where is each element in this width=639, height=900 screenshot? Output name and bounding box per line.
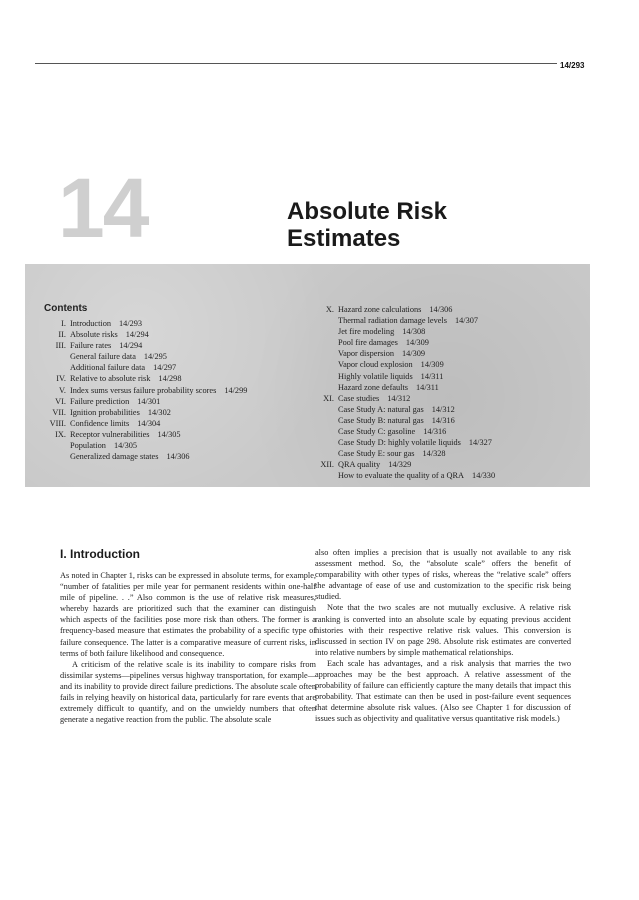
toc-entry-label: Hazard zone defaults: [338, 382, 409, 392]
body-column-left: [60, 570, 316, 725]
toc-entry-number: XII.: [320, 460, 334, 470]
toc-entry-label: Confidence limits: [70, 418, 130, 428]
toc-entry-page: 14/297: [153, 363, 177, 373]
toc-subentry[interactable]: [300, 437, 495, 448]
toc-subentry[interactable]: [32, 451, 247, 462]
toc-entry-page: 14/294: [119, 341, 143, 351]
toc-subentry[interactable]: [300, 448, 495, 459]
toc-entry-label: Introduction: [70, 319, 112, 328]
toc-entry-label: Receptor vulnerabilities: [70, 429, 150, 439]
toc-entry-page: 14/305: [157, 429, 181, 439]
toc-subentry[interactable]: [300, 415, 495, 426]
toc-entry-label: General failure data: [70, 352, 136, 362]
toc-subentry[interactable]: [300, 371, 495, 382]
toc-subentry[interactable]: [300, 326, 495, 337]
toc-entry-page: 14/306: [166, 452, 190, 462]
toc-entry-label: Generalized damage states: [70, 452, 159, 462]
toc-subentry[interactable]: [300, 359, 495, 370]
toc-entry-label: Pool fire damages: [338, 338, 398, 348]
toc-entry-label: Failure prediction: [70, 396, 130, 406]
toc-entry-page: 14/302: [147, 407, 171, 417]
toc-subentry[interactable]: [32, 351, 247, 362]
toc-entry-page: 14/309: [420, 360, 444, 370]
toc-left-column: [32, 318, 247, 462]
toc-entry-page: 14/311: [420, 371, 444, 381]
body-column-right: [315, 547, 571, 725]
toc-entry-page: 14/327: [468, 438, 492, 448]
toc-entry-label: Highly volatile liquids: [338, 371, 413, 381]
toc-entry-label: Population: [70, 441, 106, 451]
toc-entry-label: Vapor cloud explosion: [338, 360, 413, 370]
toc-subentry[interactable]: [300, 337, 495, 348]
toc-entry[interactable]: [32, 373, 247, 384]
toc-entry-label: Relative to absolute risk: [70, 374, 151, 384]
toc-subentry[interactable]: [300, 315, 495, 326]
toc-entry-label: Hazard zone calculations: [338, 305, 422, 314]
toc-entry-page: 14/307: [454, 316, 479, 326]
toc-entry[interactable]: [32, 407, 247, 418]
toc-entry-page: 14/305: [113, 441, 138, 451]
toc-entry-number: X.: [325, 305, 334, 314]
toc-entry-label: Additional failure data: [70, 363, 146, 373]
toc-entry-label: Case Study E: sour gas: [338, 449, 415, 459]
toc-entry-page: 14/304: [137, 418, 161, 428]
toc-entry-label: Index sums versus failure probability scores: [70, 385, 217, 395]
body-paragraph: also often implies a precision that is usually not available to any risk assessment method. So, the “absolute scale” offers the benefit of comparability with other types of risks, whereas the “relative scale” offers the advantage of ease of use and customization to the specific risk being studied.: [315, 548, 571, 602]
toc-entry-label: Case Study A: natural gas: [338, 404, 424, 414]
toc-entry-number: V.: [59, 385, 66, 395]
toc-entry-label: Thermal radiation damage levels: [338, 316, 447, 326]
toc-entry-label: Case Study B: natural gas: [338, 415, 424, 425]
toc-subentry[interactable]: [300, 426, 495, 437]
toc-entry-number: VIII.: [49, 418, 66, 428]
toc-entry-page: 14/329: [388, 460, 412, 470]
toc-entry-number: III.: [55, 341, 66, 351]
toc-entry-page: 14/316: [423, 427, 447, 437]
body-paragraph: Each scale has advantages, and a risk analysis that marries the two approaches may be the best approach. A relative assessment of the probability of failure can efficiently capture the many details that impact this probability. That estimate can then be used in post-failure event sequences that determine absolute risk values. (Also see Chapter 1 for discussion of issues such as objectivity and qualitative versus quantitative risk models.): [315, 658, 571, 724]
toc-entry-number: VII.: [52, 407, 66, 417]
toc-entry-label: Ignition probabilities: [70, 407, 140, 417]
toc-entry-number: II.: [58, 330, 66, 340]
toc-entry-page: 14/306: [429, 305, 453, 314]
toc-entry[interactable]: [32, 318, 247, 329]
toc-entry-number: IX.: [55, 429, 66, 439]
toc-entry-label: Case studies: [338, 393, 380, 403]
toc-entry-page: 14/311: [416, 382, 439, 392]
toc-entry-page: 14/295: [143, 352, 167, 362]
toc-subentry[interactable]: [32, 362, 247, 373]
toc-entry-page: 14/309: [402, 349, 426, 359]
chapter-number: 14: [58, 161, 148, 255]
toc-entry[interactable]: [300, 459, 495, 470]
toc-subentry[interactable]: [300, 404, 495, 415]
toc-entry-page: 14/308: [402, 327, 426, 337]
toc-entry[interactable]: [32, 418, 247, 429]
toc-entry-page: 14/328: [422, 449, 446, 459]
toc-entry-number: XI.: [323, 393, 334, 403]
toc-entry-page: 14/301: [137, 396, 161, 406]
toc-entry-label: Vapor dispersion: [338, 349, 394, 359]
toc-subentry[interactable]: [300, 348, 495, 359]
toc-entry[interactable]: [32, 385, 247, 396]
toc-entry-page: 14/312: [431, 404, 455, 414]
chapter-title-line-1: Absolute Risk: [287, 198, 448, 225]
header-rule: [35, 63, 557, 64]
toc-entry[interactable]: [32, 340, 247, 351]
toc-entry-page: 14/299: [224, 385, 248, 395]
section-heading: I. Introduction: [60, 547, 140, 561]
toc-entry[interactable]: [32, 329, 247, 340]
chapter-title: [287, 198, 447, 252]
toc-entry-page: 14/294: [125, 330, 149, 340]
toc-entry-label: Failure rates: [70, 341, 112, 351]
toc-entry-number: IV.: [56, 374, 66, 384]
toc-entry-label: Case Study D: highly volatile liquids: [338, 438, 461, 448]
page-number: 14/293: [560, 61, 585, 70]
toc-entry-number: I.: [61, 319, 66, 328]
toc-entry-page: 14/312: [387, 393, 411, 403]
toc-entry-page: 14/293: [119, 319, 143, 328]
toc-entry-label: How to evaluate the quality of a QRA: [338, 471, 465, 481]
toc-entry-page: 14/298: [158, 374, 182, 384]
toc-subentry[interactable]: [300, 470, 495, 481]
toc-entry-label: Case Study C: gasoline: [338, 427, 416, 437]
toc-entry-label: Absolute risks: [70, 330, 118, 340]
toc-entry[interactable]: [300, 393, 495, 404]
toc-entry[interactable]: [300, 304, 495, 315]
contents-heading: Contents: [44, 303, 88, 314]
toc-entry[interactable]: [32, 429, 247, 440]
toc-entry-number: VI.: [55, 396, 66, 406]
toc-entry[interactable]: [32, 396, 247, 407]
toc-entry-page: 14/316: [431, 415, 455, 425]
toc-right-column: [300, 304, 495, 482]
toc-entry-label: Jet fire modeling: [338, 327, 395, 337]
body-paragraph: A criticism of the relative scale is its inability to compare risks from dissimilar systems—pipelines versus highway transportation, for example—and its inability to provide direct failure predictions. The absolute scale often fails in relying heavily on historical data, particularly for rare events that are extremely difficult to quantify, and on the unwieldy numbers that often generate a negative reaction from the public. The absolute scale: [60, 659, 316, 725]
toc-entry-page: 14/309: [405, 338, 429, 348]
toc-entry-label: QRA quality: [338, 460, 381, 470]
body-paragraph: As noted in Chapter 1, risks can be expressed in absolute terms, for example, “number of fatalities per mile year for permanent residents within one-half mile of pipeline. . .” Also common is the use of relative risk measures, whereby hazards are prioritized such that the examiner can distinguish which aspects of the facilities pose more risk than others. The former is a frequency-based measure that estimates the probability of a specific type of failure consequence. The latter is a comparative measure of current risks, in terms of both failure likelihood and consequence.: [60, 571, 316, 658]
toc-subentry[interactable]: [300, 382, 495, 393]
toc-subentry[interactable]: [32, 440, 247, 451]
body-paragraph: Note that the two scales are not mutually exclusive. A relative risk ranking is converted into an absolute scale by equating previous accident histories with their respective relative risk values. This conversion is discussed in section IV on page 298. Absolute risk estimates are converted into relative numbers by simple mathematical relationships.: [315, 603, 571, 657]
toc-entry-page: 14/330: [472, 471, 496, 481]
chapter-title-line-2: Estimates: [287, 225, 401, 252]
